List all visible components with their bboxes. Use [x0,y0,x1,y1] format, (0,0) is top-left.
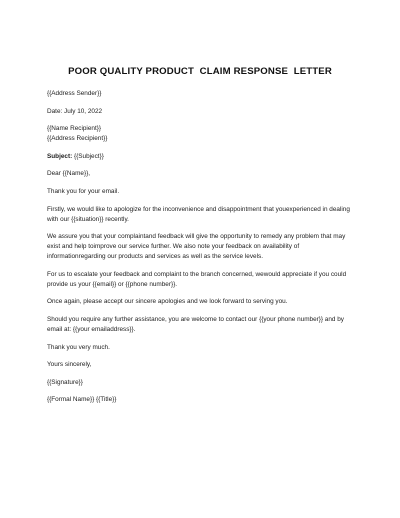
paragraph-thanks: Thank you for your email. [47,187,120,195]
address-sender: {{Address Sender}} [47,90,102,97]
name-recipient: {{Name Recipient}} [47,125,102,133]
subject-line [47,152,357,162]
letter-body [47,89,357,413]
paragraph-escalation: For us to escalate your feedback and complaint to the branch concerned, wewould appreciate if you could provide us your {{email}} or {{phone number}}. [47,270,347,288]
letter-title: POOR QUALITY PRODUCT CLAIM RESPONSE LETTER [68,66,332,77]
letter-date: Date: July 10, 2022 [47,107,103,115]
paragraph-assistance: Should you require any further assistance, you are welcome to contact our {{your phone number}} and by email at: {{your emailaddress}}. [47,315,344,333]
formal-name-title: {{Formal Name}} {{Title}} [47,396,117,404]
paragraph-assurance: We assure you that your complaintand feedback will give the opportunity to remedy any problem that may exist and help toimprove our service further. We also note your feedback on availability of informationregarding our products and services as well as the service levels. [47,233,346,261]
subject-label: Subject: [47,152,73,160]
address-recipient: {{Address Recipient}} [47,135,108,143]
paragraph-apology-again: Once again, please accept our sincere apologies and we look forward to serving you. [47,298,288,306]
paragraph-thank-you: Thank you very much. [47,343,110,351]
paragraph-apology: Firstly, we would like to apologize for the inconvenience and disappointment that youexperienced in dealing with our {{situation}} recently. [47,205,350,223]
salutation: Dear {{Name}}, [47,170,90,178]
signature-placeholder: {{Signature}} [47,378,83,386]
subject-value: {{Subject}} [72,152,104,160]
closing: Yours sincerely, [47,361,92,369]
